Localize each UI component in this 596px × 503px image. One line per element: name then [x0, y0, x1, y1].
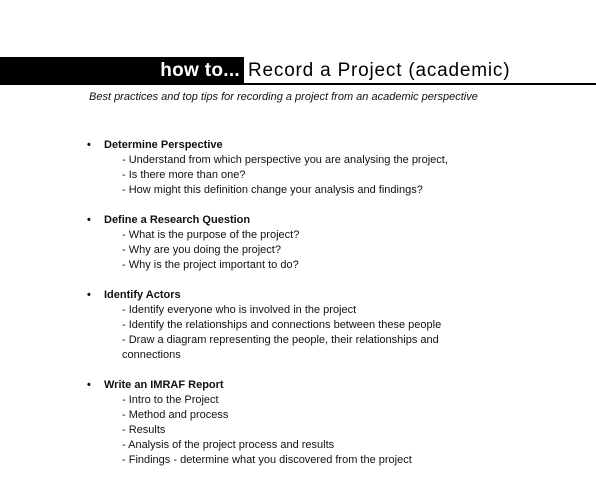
- list-item: - What is the purpose of the project?: [122, 229, 300, 241]
- section-heading-label: Identify Actors: [104, 289, 181, 301]
- list-item: - Intro to the Project: [122, 394, 219, 406]
- list-item: - Why is the project important to do?: [122, 259, 299, 271]
- list-item: - Method and process: [122, 409, 229, 421]
- title-bar: [0, 57, 596, 85]
- list-item: - Is there more than one?: [122, 169, 246, 181]
- title-prefix-box: [0, 57, 244, 85]
- page-subtitle: Best practices and top tips for recording a project from an academic perspective: [89, 91, 478, 103]
- list-item: - Analysis of the project process and results: [122, 439, 335, 451]
- list-item: - Why are you doing the project?: [122, 244, 281, 256]
- page-title: Record a Project (academic): [248, 60, 511, 81]
- section-heading: [0, 138, 596, 153]
- list-item: - Draw a diagram representing the people, their relationships and connections: [122, 334, 439, 361]
- list-item: - Understand from which perspective you are analysing the project,: [122, 154, 448, 166]
- section-heading-label: Define a Research Question: [104, 214, 251, 226]
- section: [0, 138, 596, 198]
- list-item: - Results: [122, 424, 166, 436]
- section-heading-label: Write an IMRAF Report: [104, 379, 224, 391]
- title-prefix: how to...: [160, 60, 240, 81]
- list-item: - How might this definition change your analysis and findings?: [122, 184, 423, 196]
- list-item: - Identify everyone who is involved in the project: [122, 304, 357, 316]
- section: [0, 213, 596, 273]
- list-item: - Findings - determine what you discovered from the project: [122, 454, 412, 466]
- title-underline: [244, 83, 596, 85]
- section-heading: [0, 288, 596, 303]
- section-heading: [0, 213, 596, 228]
- section: [0, 378, 596, 468]
- bullet-icon: •: [87, 289, 91, 301]
- section-heading-label: Determine Perspective: [104, 139, 223, 151]
- bullet-icon: •: [87, 379, 91, 391]
- section: [0, 288, 596, 363]
- list-item: - Identify the relationships and connections between these people: [122, 319, 442, 331]
- section-heading: [0, 378, 596, 393]
- bullet-icon: •: [87, 139, 91, 151]
- bullet-icon: •: [87, 214, 91, 226]
- sections-list: [0, 138, 596, 483]
